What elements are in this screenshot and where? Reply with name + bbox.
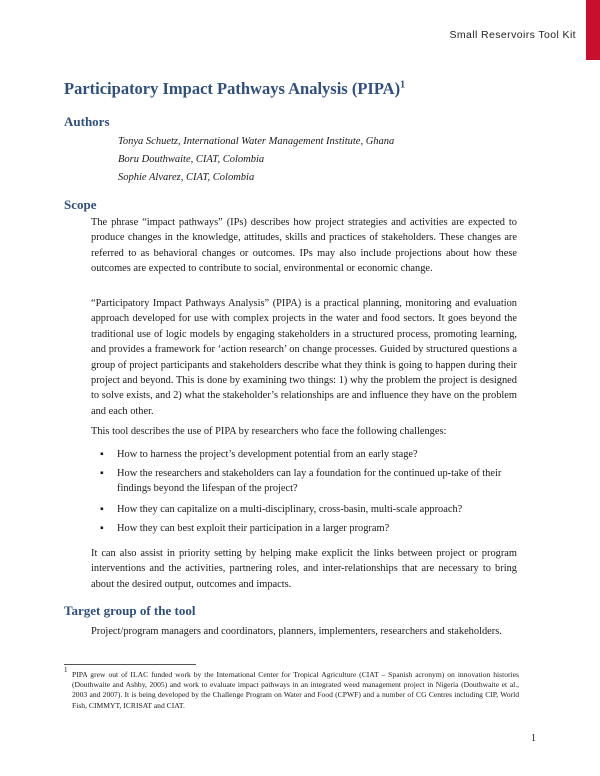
bullet-square-icon: ▪	[100, 523, 104, 534]
bullet-square-icon: ▪	[100, 468, 104, 479]
author-1: Tonya Schuetz, International Water Management Institute, Ghana	[118, 136, 395, 147]
title-text: Participatory Impact Pathways Analysis (PIPA)	[64, 79, 401, 98]
bullet-text: How they can capitalize on a multi-disciplinary, cross-basin, multi-scale approach?	[117, 504, 463, 515]
bullet-text: How they can best exploit their participation in a larger program?	[117, 523, 390, 534]
target-group-heading: Target group of the tool	[64, 603, 196, 618]
header-accent-bar	[586, 0, 600, 60]
bullet-square-icon: ▪	[100, 449, 104, 460]
scope-heading: Scope	[64, 197, 97, 212]
author-2: Boru Douthwaite, CIAT, Colombia	[118, 154, 265, 165]
toolkit-header: Small Reservoirs Tool Kit	[449, 29, 576, 41]
scope-paragraph-1: The phrase “impact pathways” (IPs) describes how project strategies and activities are expected to produce changes in the knowledge, attitudes, skills and practices of stakeholders. These changes are referred to as behavioral changes or outcomes. IPs may also include projections about how these outcomes are expected to contribute to social, environmental or economic change.	[91, 217, 517, 275]
authors-heading: Authors	[64, 114, 110, 129]
target-group-text: Project/program managers and coordinators, planners, implementers, researchers and stakeholders.	[91, 626, 502, 637]
author-3: Sophie Alvarez, CIAT, Colombia	[118, 172, 255, 183]
footnote-text: PIPA grew out of ILAC funded work by the International Center for Tropical Agriculture (CIAT – Spanish acronym) on innovation histories (Douthwaite and Ashby, 2005) and work to evaluate impact pathways in an integrated weed management project in Nigeria (Douthwaite et al., 2003 and 2007). It is being developed by the Challenge Program on Water and Food (CPWF) and a number of CG Centres including CIP, World Fish, CIMMYT, ICRISAT and CIAT.	[72, 670, 519, 710]
scope-closing-paragraph: It can also assist in priority setting by helping make explicit the links between project or program interventions and the activities, partnering roles, and inter-relationships that are necessary to bring about the desired output, outcomes and impacts.	[91, 548, 517, 590]
bullet-text: How the researchers and stakeholders can lay a foundation for the continued up-take of their findings beyond the lifespan of the project?	[117, 468, 502, 495]
scope-paragraph-3: This tool describes the use of PIPA by researchers who face the following challenges:	[91, 426, 447, 437]
scope-paragraph-2: “Participatory Impact Pathways Analysis” (PIPA) is a practical planning, monitoring and evaluation approach developed for use with complex projects in the water and food sectors. It goes beyond the traditional use of logic models by engaging stakeholders in a structured process, promoting learning, and provides a framework for ‘action research’ on change processes. Guided by structured questions a group of project participants and stakeholders describe what they think is going to happen during their project and beyond. This is done by examining two things: 1) why the problem the project is designed to solve exists, and 2) what the stakeholder’s relationships are and influence they have on the problem and each other.	[91, 298, 517, 417]
page-number: 1	[531, 733, 536, 744]
footnote-divider	[64, 664, 196, 665]
bullet-square-icon: ▪	[100, 504, 104, 515]
title-footnote-ref[interactable]: 1	[400, 79, 406, 91]
page-title	[64, 79, 405, 99]
bullet-text: How to harness the project’s development potential from an early stage?	[117, 449, 418, 460]
footnote-mark: 1	[64, 666, 68, 674]
